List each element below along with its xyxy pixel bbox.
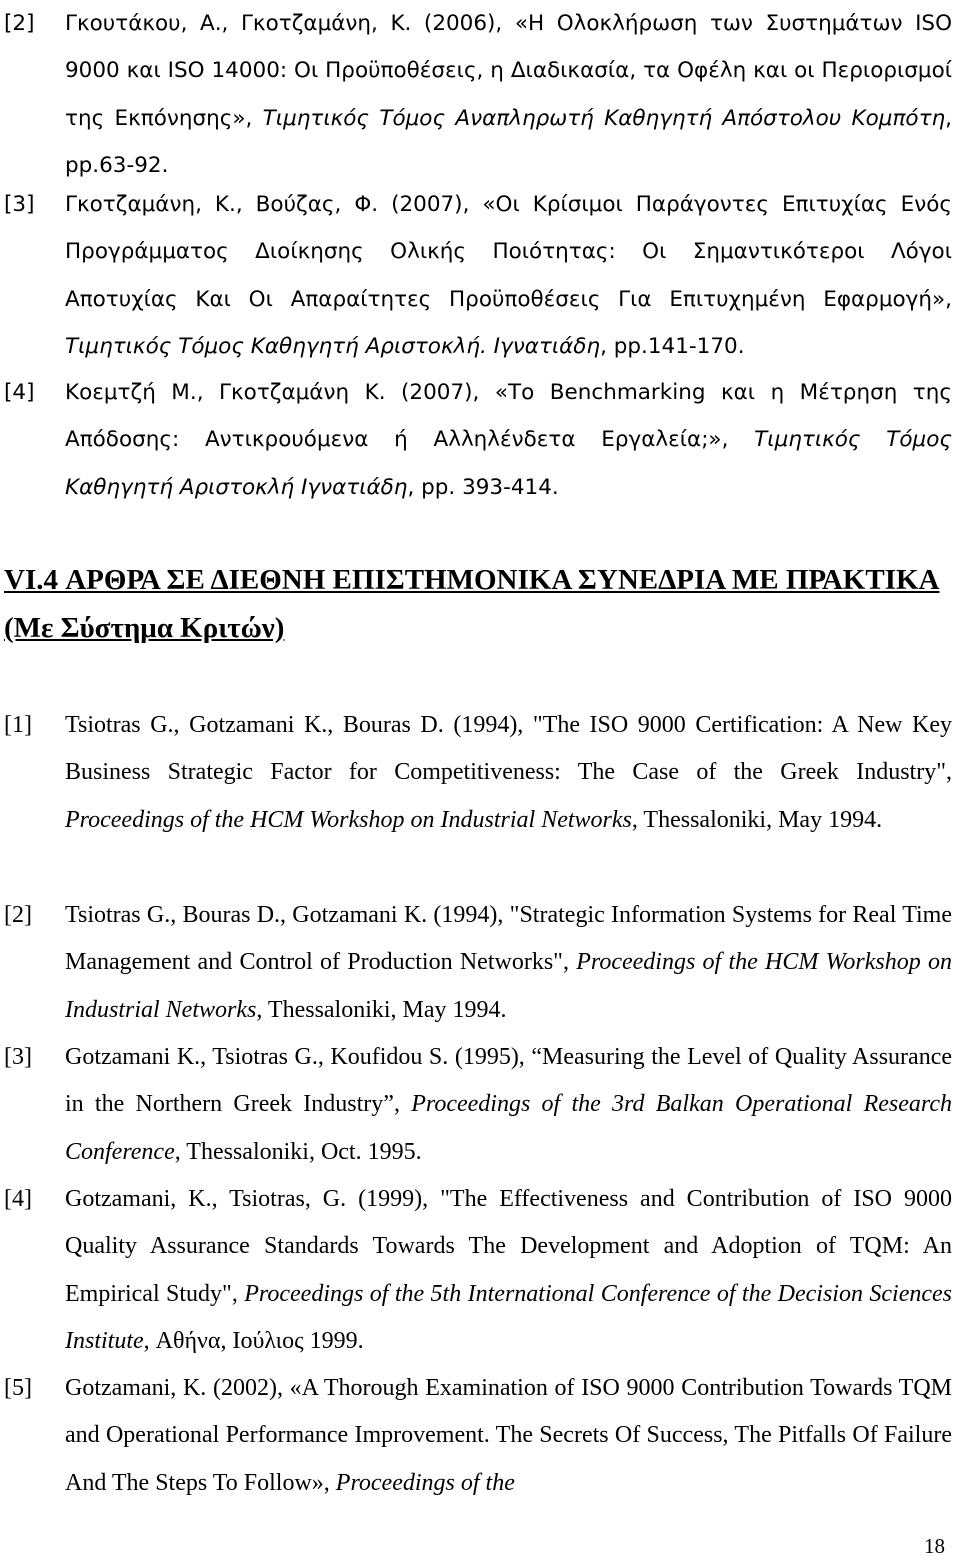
reference-entry [0, 181, 952, 371]
reference-text: Γκοτζαμάνη, Κ., Βούζας, Φ. (2007), «Οι Κρίσιμοι Παράγοντες Επιτυχίας Ενός Προγράμματος Διοίκησης Ολικής Ποιότητας: Οι Σημαντικότεροι Λόγοι Αποτυχίας Και Οι Απαραίτητες Προϋποθέσεις Για Επιτυχημένη Εφαρμογή», Τιμητικός Τόμος Καθηγητή Αριστοκλή. Ιγνατιάδη, pp.141-170. [65, 192, 952, 360]
reference-entry [0, 369, 952, 511]
reference-entry [0, 1034, 952, 1176]
reference-entry [0, 0, 952, 190]
reference-text: Gotzamani, K. (2002), «A Thorough Examination of ISO 9000 Contribution Towards TQM and Operational Performance Improvement. The Secrets Of Success, The Pitfalls Of Failure And The Steps To Follow», Proceedings of the [65, 1375, 952, 1496]
reference-entry [0, 702, 952, 844]
reference-number: [1] [4, 712, 32, 738]
reference-number: [2] [4, 902, 32, 928]
reference-number: [4] [4, 1186, 32, 1212]
reference-number: [3] [4, 192, 35, 217]
reference-text: Tsiotras G., Bouras D., Gotzamani K. (1994), "Strategic Information Systems for Real Time Management and Control of Production Networks", Proceedings of the HCM Workshop on Industrial Networks, Thessaloniki, May 1994. [65, 902, 952, 1023]
reference-text: Κοεμτζή Μ., Γκοτζαμάνη Κ. (2007), «Το Benchmarking και η Μέτρηση της Απόδοσης: Αντικρουόμενα ή Αλληλένδετα Εργαλεία;», Τιμητικός Τόμος Καθηγητή Αριστοκλή Ιγνατιάδη, pp. 393-414. [65, 380, 952, 500]
reference-entry [0, 1176, 952, 1366]
reference-text: Γκουτάκου, Α., Γκοτζαμάνη, Κ. (2006), «Η Ολοκλήρωση των Συστημάτων ISO 9000 και ISO 14000: Οι Προϋποθέσεις, η Διαδικασία, τα Οφέλη και οι Περιορισμοί της Εκπόνησης», Τιμητικός Τόμος Αναπληρωτή Καθηγητή Απόστολου Κομπότη, pp.63-92. [65, 11, 952, 179]
reference-number: [2] [4, 11, 35, 36]
reference-entry [0, 1365, 952, 1507]
reference-entry [0, 892, 952, 1034]
page-number: 18 [924, 1534, 945, 1558]
reference-number: [5] [4, 1375, 32, 1401]
reference-text: Tsiotras G., Gotzamani K., Bouras D. (1994), "The ISO 9000 Certification: A New Key Business Strategic Factor for Competitiveness: The Case of the Greek Industry", Proceedings of the HCM Workshop on Industrial Networks, Thessaloniki, May 1994. [65, 712, 952, 833]
reference-number: [4] [4, 380, 35, 405]
reference-text: Gotzamani, K., Tsiotras, G. (1999), "The Effectiveness and Contribution of ISO 9000 Quality Assurance Standards Towards The Development and Adoption of TQM: An Empirical Study", Proceedings of the 5th International Conference of the Decision Sciences Institute, Αθήνα, Ιούλιος 1999. [65, 1186, 952, 1355]
section-heading: VI.4 ΑΡΘΡΑ ΣΕ ΔΙΕΘΝΗ ΕΠΙΣΤΗΜΟΝΙΚΑ ΣΥΝΕΔΡΙΑ ΜΕ ΠΡΑΚΤΙΚΑ (Με Σύστημα Κριτών) [4, 564, 940, 644]
reference-number: [3] [4, 1044, 32, 1070]
reference-text: Gotzamani K., Tsiotras G., Koufidou S. (1995), “Measuring the Level of Quality Assurance in the Northern Greek Industry”, Proceedings of the 3rd Balkan Operational Research Conference, Thessaloniki, Oct. 1995. [65, 1044, 952, 1165]
